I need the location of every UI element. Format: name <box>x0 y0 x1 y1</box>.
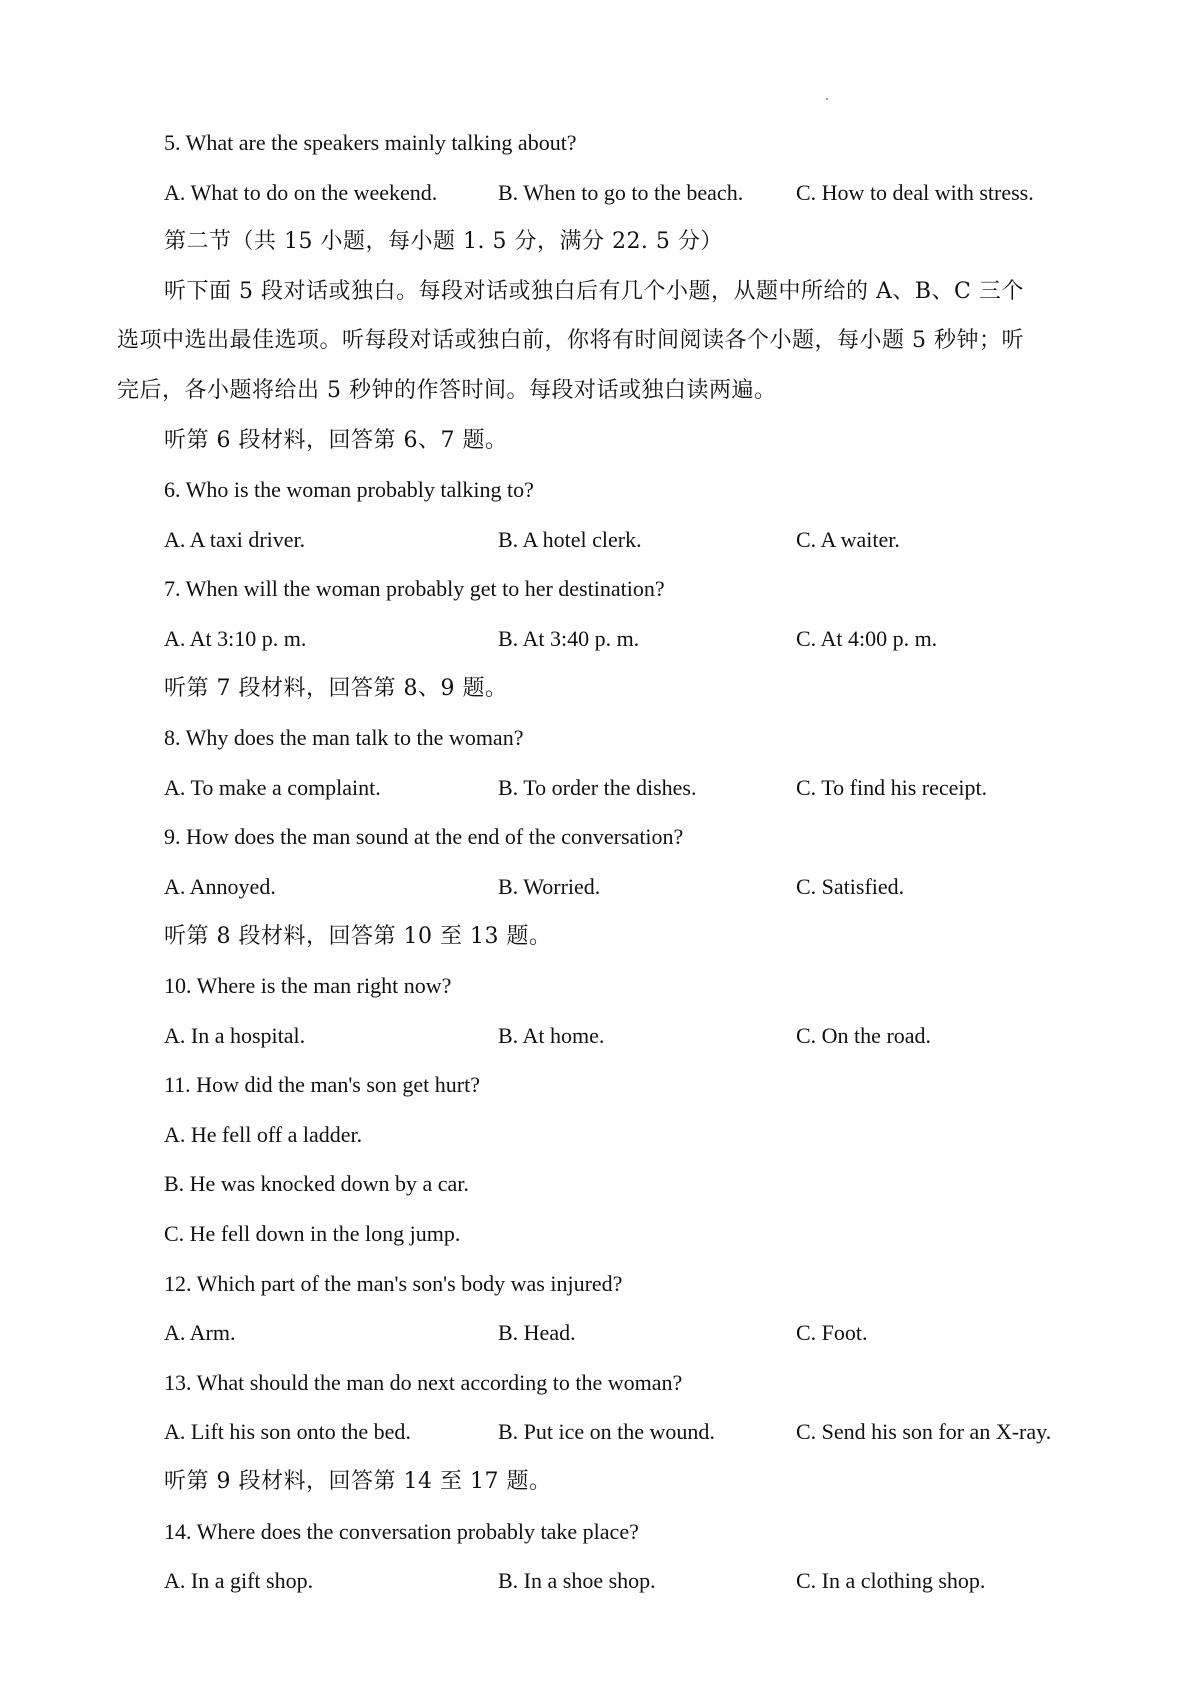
options-row <box>0 168 1200 218</box>
question-stem <box>0 1358 1200 1408</box>
option-a: A. What to do on the weekend. <box>164 179 438 205</box>
option-b: B. Put ice on the wound. <box>498 1419 715 1445</box>
options-row <box>0 862 1200 912</box>
option-c: C. How to deal with stress. <box>796 179 1034 205</box>
instruction-paragraph-continued <box>0 366 1200 416</box>
material-note <box>0 1457 1200 1507</box>
option-line-text: A. He fell off a ladder. <box>164 1121 363 1147</box>
option-line-text: B. He was knocked down by a car. <box>164 1171 469 1197</box>
option-b: B. A hotel clerk. <box>498 526 642 552</box>
options-row <box>0 515 1200 565</box>
instruction-paragraph-continued <box>0 316 1200 366</box>
material-note-text: 听第 8 段材料，回答第 10 至 13 题。 <box>164 923 552 949</box>
question-stem-text: 12. Which part of the man's son's body was injured? <box>164 1270 623 1296</box>
option-a: A. Arm. <box>164 1320 236 1346</box>
question-stem-text: 7. When will the woman probably get to her destination? <box>164 576 665 602</box>
options-row <box>0 1407 1200 1457</box>
listening-section <box>0 118 1200 1606</box>
question-stem <box>0 1507 1200 1557</box>
question-stem <box>0 713 1200 763</box>
section-heading <box>0 217 1200 267</box>
question-stem <box>0 465 1200 515</box>
options-row <box>0 1011 1200 1061</box>
option-b: B. When to go to the beach. <box>498 179 744 205</box>
material-note <box>0 912 1200 962</box>
option-c: C. In a clothing shop. <box>796 1568 986 1594</box>
option-line <box>0 1209 1200 1259</box>
option-a: A. Annoyed. <box>164 873 276 899</box>
question-stem <box>0 1259 1200 1309</box>
option-b: B. To order the dishes. <box>498 774 697 800</box>
option-line-text: C. He fell down in the long jump. <box>164 1221 461 1247</box>
option-b: B. Head. <box>498 1320 576 1346</box>
instruction-paragraph <box>0 267 1200 317</box>
option-a: A. In a hospital. <box>164 1022 306 1048</box>
option-c: C. At 4:00 p. m. <box>796 625 938 651</box>
question-stem-text: 5. What are the speakers mainly talking about? <box>164 130 577 155</box>
option-b: B. In a shoe shop. <box>498 1568 656 1594</box>
instruction-paragraph-continued-text: 选项中选出最佳选项。听每段对话或独白前，你将有时间阅读各个小题，每小题 5 秒钟；听 <box>117 328 1024 354</box>
option-c: C. A waiter. <box>796 526 900 552</box>
option-line <box>0 1110 1200 1160</box>
option-c: C. Satisfied. <box>796 873 905 899</box>
option-line <box>0 1159 1200 1209</box>
option-a: A. In a gift shop. <box>164 1568 314 1594</box>
options-row <box>0 763 1200 813</box>
options-row <box>0 614 1200 664</box>
question-stem <box>0 812 1200 862</box>
question-stem-text: 13. What should the man do next according to the woman? <box>164 1369 683 1395</box>
question-stem <box>0 564 1200 614</box>
option-b: B. At home. <box>498 1022 605 1048</box>
options-row <box>0 1308 1200 1358</box>
material-note-text: 听第 7 段材料，回答第 8、9 题。 <box>164 675 508 701</box>
material-note-text: 听第 9 段材料，回答第 14 至 17 题。 <box>164 1469 552 1495</box>
scan-mark <box>826 98 828 100</box>
option-b: B. At 3:40 p. m. <box>498 625 640 651</box>
options-row <box>0 1556 1200 1606</box>
option-c: C. On the road. <box>796 1022 932 1048</box>
option-c: C. To find his receipt. <box>796 774 988 800</box>
instruction-paragraph-text: 听下面 5 段对话或独白。每段对话或独白后有几个小题，从题中所给的 A、B、C 三个 <box>164 278 1024 304</box>
option-c: C. Foot. <box>796 1320 868 1346</box>
option-a: A. At 3:10 p. m. <box>164 625 307 651</box>
option-a: A. Lift his son onto the bed. <box>164 1419 411 1445</box>
question-stem-text: 6. Who is the woman probably talking to? <box>164 477 534 503</box>
question-stem-text: 8. Why does the man talk to the woman? <box>164 725 524 751</box>
material-note <box>0 664 1200 714</box>
instruction-paragraph-continued-text: 完后，各小题将给出 5 秒钟的作答时间。每段对话或独白读两遍。 <box>117 377 777 403</box>
material-note-text: 听第 6 段材料，回答第 6、7 题。 <box>164 427 508 453</box>
section-heading-text: 第二节（共 15 小题，每小题 1. 5 分，满分 22. 5 分） <box>164 229 723 255</box>
material-note <box>0 416 1200 466</box>
option-c: C. Send his son for an X-ray. <box>796 1419 1052 1445</box>
option-a: A. To make a complaint. <box>164 774 381 800</box>
question-stem-text: 14. Where does the conversation probably take place? <box>164 1518 639 1544</box>
question-stem-text: 9. How does the man sound at the end of the conversation? <box>164 824 684 850</box>
question-stem <box>0 1060 1200 1110</box>
question-stem <box>0 118 1200 168</box>
question-stem <box>0 961 1200 1011</box>
option-a: A. A taxi driver. <box>164 526 306 552</box>
question-stem-text: 10. Where is the man right now? <box>164 973 452 999</box>
question-stem-text: 11. How did the man's son get hurt? <box>164 1072 480 1098</box>
option-b: B. Worried. <box>498 873 601 899</box>
